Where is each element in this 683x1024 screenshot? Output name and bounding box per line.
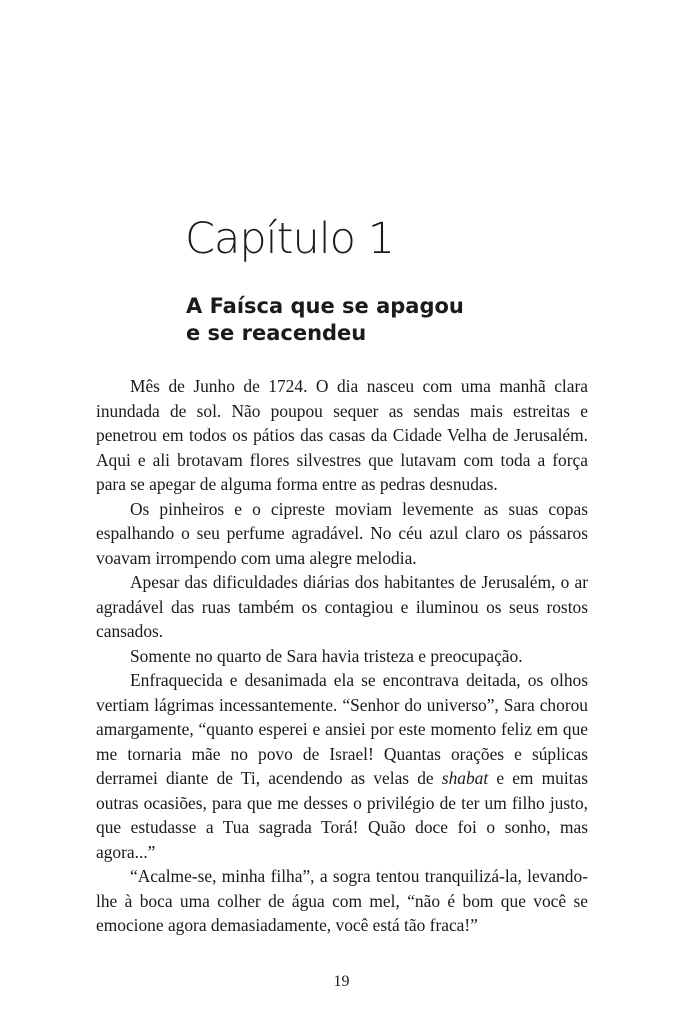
chapter-subtitle-line-1: A Faísca que se apagou xyxy=(186,294,464,318)
paragraph: Apesar das dificuldades diárias dos habitantes de Jerusalém, o ar agradável das ruas também os contagiou e iluminou os seus rostos cansados. xyxy=(96,572,588,641)
emphasized-word: shabat xyxy=(441,768,489,788)
chapter-subtitle-line-2: e se reacendeu xyxy=(186,321,367,345)
chapter-title: Capítulo 1 xyxy=(185,214,395,264)
paragraph: Mês de Junho de 1724. O dia nasceu com uma manhã clara inundada de sol. Não poupou sequer as sendas mais estreitas e penetrou em todos os pátios das casas da Cidade Velha de Jerusalém. Aqui e ali brotavam flores silvestres que lutavam com toda a força para se apegar de alguma forma entre as pedras desnudas. xyxy=(96,376,588,494)
paragraph-text: Enfraquecida e desanimada ela se encontrava deitada, os olhos vertiam lágrimas incessantemente. “Senhor do universo”, Sara chorou amargamente, “quanto esperei e ansiei por este momento feliz em que me tornaria mãe no povo de Israel! Quantas orações e súplicas derramei diante de Ti, acendendo as velas de xyxy=(96,670,588,788)
paragraph: “Acalme-se, minha filha”, a sogra tentou tranquilizá-la, levando-lhe à boca uma colher de água com mel, “não é bom que você se emocione agora demasiadamente, você está tão fraca!” xyxy=(96,866,588,935)
paragraph: Somente no quarto de Sara havia tristeza e preocupação. xyxy=(130,645,523,666)
body-text xyxy=(96,374,588,938)
page-number: 19 xyxy=(333,973,350,990)
paragraph: Os pinheiros e o cipreste moviam levemente as suas copas espalhando o seu perfume agradável. No céu azul claro os pássaros voavam irrompendo com uma alegre melodia. xyxy=(96,498,588,568)
chapter-subtitle xyxy=(186,293,464,347)
paragraph-text: e em muitas outras ocasiões, para que me desses o privilégio de ter um filho justo, que estudasse a Tua sagrada Torá! Quão doce foi o sonho, mas agora...” xyxy=(96,768,588,862)
paragraph xyxy=(96,668,588,864)
